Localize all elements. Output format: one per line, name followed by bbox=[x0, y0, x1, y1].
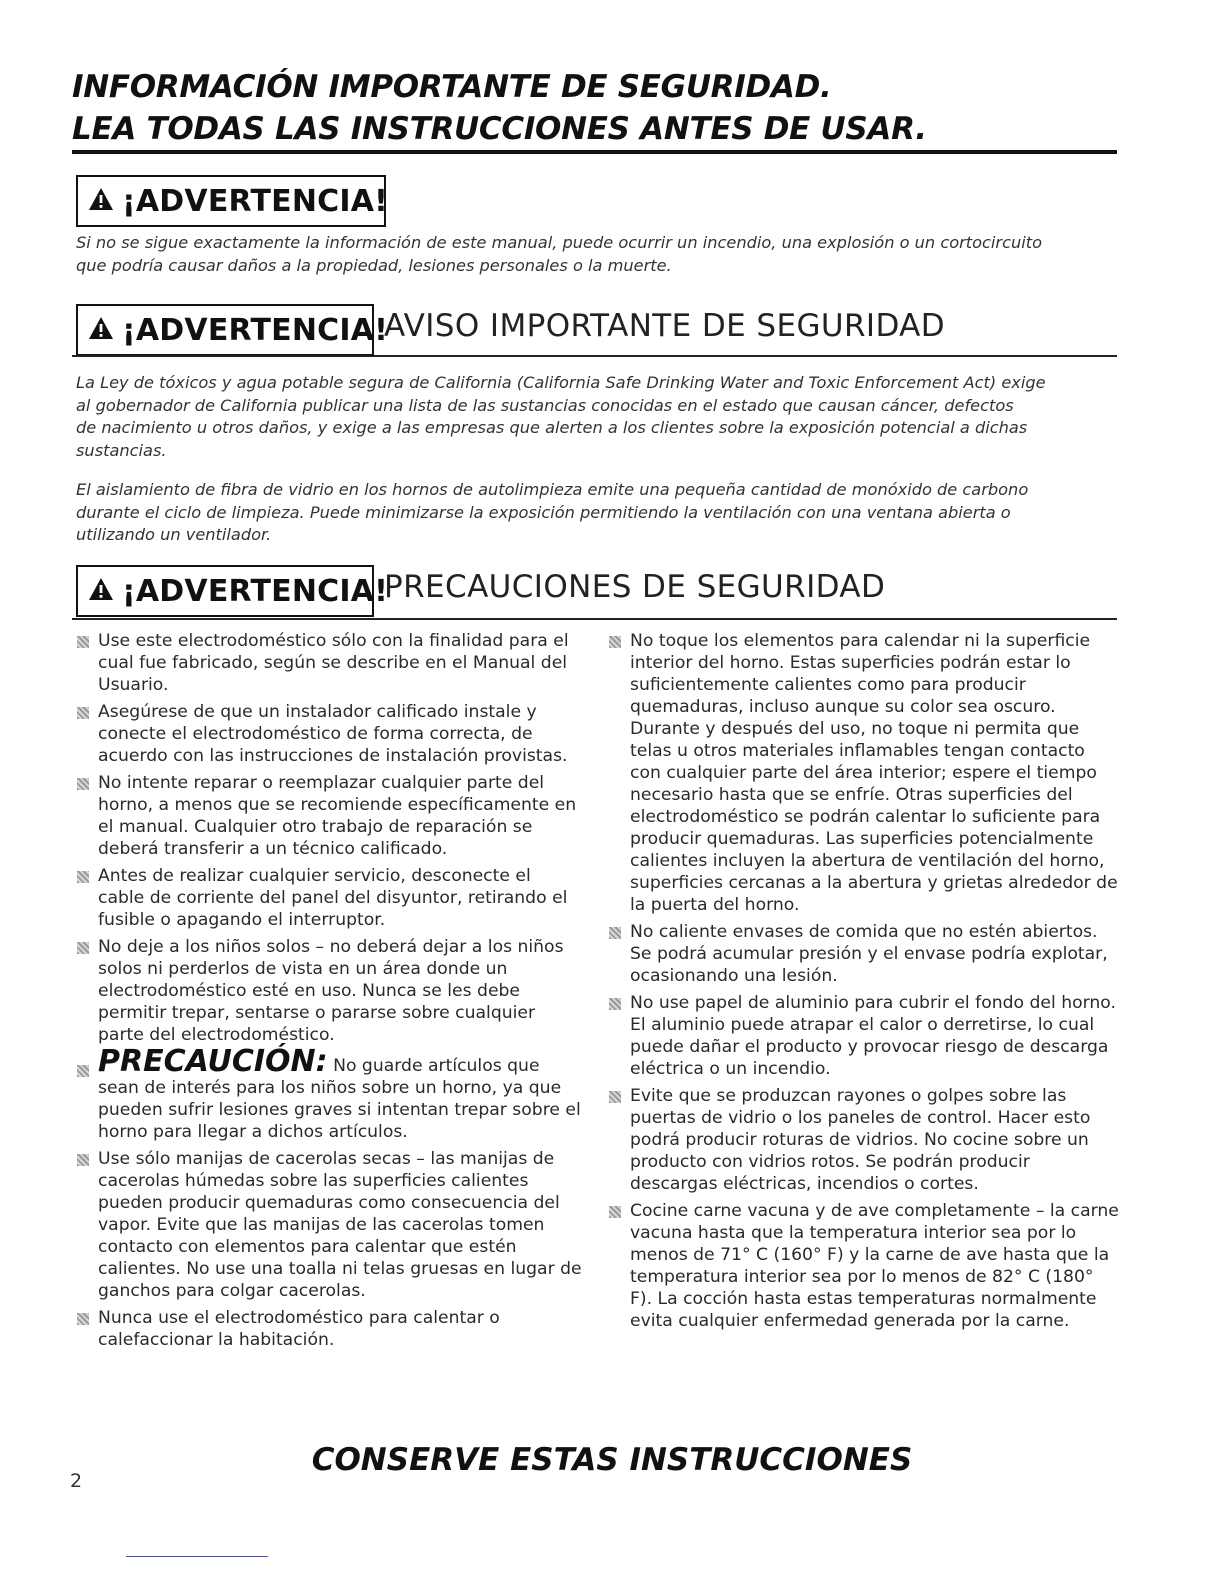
title-rule bbox=[72, 150, 1117, 154]
section-rule bbox=[72, 355, 1117, 357]
warning-label: ¡ADVERTENCIA! bbox=[122, 573, 389, 609]
list-item bbox=[76, 1307, 582, 1351]
page-title bbox=[72, 66, 1132, 150]
square-bullet-icon bbox=[77, 871, 89, 883]
item-text: Asegúrese de que un instalador calificado instale y conecte el electrodoméstico de forma correcta, de acuerdo con las instrucciones de instalación provistas. bbox=[98, 702, 568, 766]
square-bullet-icon bbox=[609, 636, 621, 648]
item-text: No intente reparar o reemplazar cualquier parte del horno, a menos que se recomiende específicamente en el manual. Cualquier otro trabajo de reparación se deberá transferir a un técnico calificado. bbox=[98, 773, 577, 859]
warning-1-text bbox=[76, 232, 1116, 277]
notice-line: utilizando un ventilador. bbox=[76, 525, 272, 544]
warning-label: ¡ADVERTENCIA! bbox=[122, 312, 389, 348]
item-text: No toque los elementos para calendar ni la superficie interior del horno. Estas superficies podrán estar lo suficientemente calientes como para producir quemaduras, incluso aunque su color sea oscuro. Durante y después del uso, no toque ni permita que telas u otros materiales inflamables tengan contacto con cualquier parte del área interior; espere el tiempo necesario hasta que se enfríe. Otras superficies del electrodoméstico se podrán calentar lo suficiente para producir quemaduras. Las superficies potencialmente calientes incluyen la abertura de ventilación del horno, superficies cercanas a la abertura y grietas alrededor de la puerta del horno. bbox=[630, 631, 1118, 915]
list-item bbox=[76, 865, 582, 931]
item-text: No deje a los niños solos – no deberá dejar a los niños solos ni perderlos de vista en un área donde un electrodoméstico esté en uso. Nunca se les debe permitir trepar, sentarse o pararse sobre cualquier parte del electrodoméstico. bbox=[98, 937, 564, 1045]
square-bullet-icon bbox=[609, 927, 621, 939]
caution-item bbox=[76, 1044, 582, 1143]
notice-line: sustancias. bbox=[76, 440, 167, 460]
warning-triangle-icon bbox=[88, 577, 114, 605]
square-bullet-icon bbox=[77, 778, 89, 790]
square-bullet-icon bbox=[77, 942, 89, 954]
notice-line: durante el ciclo de limpieza. Puede minimizarse la exposición permitiendo la ventilación con una ventana abierta o bbox=[76, 502, 1011, 522]
page-number: 2 bbox=[70, 1470, 83, 1492]
square-bullet-icon bbox=[77, 636, 89, 648]
item-text: No caliente envases de comida que no estén abiertos. Se podrá acumular presión y el envase podría explotar, ocasionando una lesión. bbox=[630, 922, 1108, 986]
warning-label: ¡ADVERTENCIA! bbox=[122, 183, 389, 219]
item-text: Cocine carne vacuna y de ave completamente – la carne vacuna hasta que la temperatura interior sea por lo menos de 71° C (160° F) y la carne de ave hasta que la temperatura interior sea por lo menos de 82° C (180° F). La cocción hasta estas temperaturas normalmente evita cualquier enfermedad generada por la carne. bbox=[630, 1201, 1119, 1331]
item-text: No use papel de aluminio para cubrir el fondo del horno. El aluminio puede atrapar el calor o derretirse, lo cual puede dañar el producto y provocar riesgo de descarga eléctrica o un incendio. bbox=[630, 993, 1116, 1079]
list-item bbox=[608, 630, 1120, 916]
warning-triangle-icon bbox=[88, 316, 114, 344]
notice-line: El aislamiento de fibra de vidrio en los hornos de autolimpieza emite una pequeña cantidad de monóxido de carbono bbox=[76, 480, 1029, 499]
list-item bbox=[608, 1085, 1120, 1195]
section-rule bbox=[72, 618, 1117, 620]
square-bullet-icon bbox=[77, 1313, 89, 1325]
list-item bbox=[76, 1148, 582, 1302]
fiberglass-notice bbox=[76, 479, 1116, 547]
square-bullet-icon bbox=[609, 998, 621, 1010]
list-item bbox=[608, 921, 1120, 987]
square-bullet-icon bbox=[77, 1065, 89, 1077]
square-bullet-icon bbox=[77, 707, 89, 719]
list-item bbox=[608, 1200, 1120, 1332]
list-item bbox=[76, 630, 582, 696]
caution-text: No guarde artículos que sean de interés para los niños sobre un horno, ya que pueden sufrir lesiones graves si intentan trepar sobre el horno para llegar a dichos artículos. bbox=[98, 1056, 581, 1142]
item-text: Antes de realizar cualquier servicio, desconecte el cable de corriente del panel del disyuntor, retirando el fusible o apagando el interruptor. bbox=[98, 866, 568, 930]
warning-box-3 bbox=[76, 565, 389, 617]
item-text: Use este electrodoméstico sólo con la finalidad para el cual fue fabricado, según se describe en el Manual del Usuario. bbox=[98, 631, 569, 695]
caution-heading: PRECAUCIÓN: bbox=[98, 1044, 328, 1079]
notice-line: de nacimiento u otros daños, y exige a las empresas que alerten a los clientes sobre la exposición potencial a dichas bbox=[76, 418, 1028, 437]
california-notice bbox=[76, 372, 1116, 462]
item-text: Use sólo manijas de cacerolas secas – las manijas de cacerolas húmedas sobre las superficies calientes pueden producir quemaduras como consecuencia del vapor. Evite que las manijas de las cacerolas tomen contacto con elementos para calentar que estén calientes. No use una toalla ni telas gruesas en lugar de ganchos para colgar cacerolas. bbox=[98, 1149, 582, 1301]
list-item bbox=[608, 992, 1120, 1080]
section-title-precauciones: PRECAUCIONES DE SEGURIDAD bbox=[384, 569, 886, 605]
list-item bbox=[76, 936, 582, 1046]
right-column bbox=[608, 630, 1120, 1337]
item-text: Evite que se produzcan rayones o golpes sobre las puertas de vidrio o los paneles de control. Hacer esto podrá producir roturas de vidrios. No cocine sobre un producto con vidrios rotos. Se podrán producir descargas eléctricas, incendios o cortes. bbox=[630, 1086, 1091, 1194]
list-item bbox=[76, 772, 582, 860]
footer-title: CONSERVE ESTAS INSTRUCCIONES bbox=[311, 1442, 913, 1478]
link-underline bbox=[126, 1556, 268, 1557]
list-item bbox=[76, 701, 582, 767]
square-bullet-icon bbox=[609, 1091, 621, 1103]
warning-triangle-icon bbox=[88, 187, 114, 215]
warning-1-line-2: que podría causar daños a la propiedad, lesiones personales o la muerte. bbox=[76, 255, 672, 275]
warning-1-line-1: Si no se sigue exactamente la información de este manual, puede ocurrir un incendio, una explosión o un cortocircuito bbox=[76, 233, 1042, 252]
title-line-1: INFORMACIÓN IMPORTANTE DE SEGURIDAD. bbox=[72, 69, 832, 105]
notice-line: al gobernador de California publicar una lista de las sustancias conocidas en el estado que causan cáncer, defectos bbox=[76, 395, 1014, 415]
warning-box-1 bbox=[76, 175, 389, 227]
warning-box-2 bbox=[76, 304, 389, 356]
item-text: Nunca use el electrodoméstico para calentar o calefaccionar la habitación. bbox=[98, 1308, 500, 1350]
notice-line: La Ley de tóxicos y agua potable segura de California (California Safe Drinking Water and Toxic Enforcement Act) exige bbox=[76, 373, 1046, 392]
square-bullet-icon bbox=[609, 1206, 621, 1218]
section-title-aviso: AVISO IMPORTANTE DE SEGURIDAD bbox=[384, 308, 946, 344]
left-column bbox=[76, 630, 582, 1356]
square-bullet-icon bbox=[77, 1154, 89, 1166]
title-line-2: LEA TODAS LAS INSTRUCCIONES ANTES DE USAR. bbox=[72, 111, 927, 147]
